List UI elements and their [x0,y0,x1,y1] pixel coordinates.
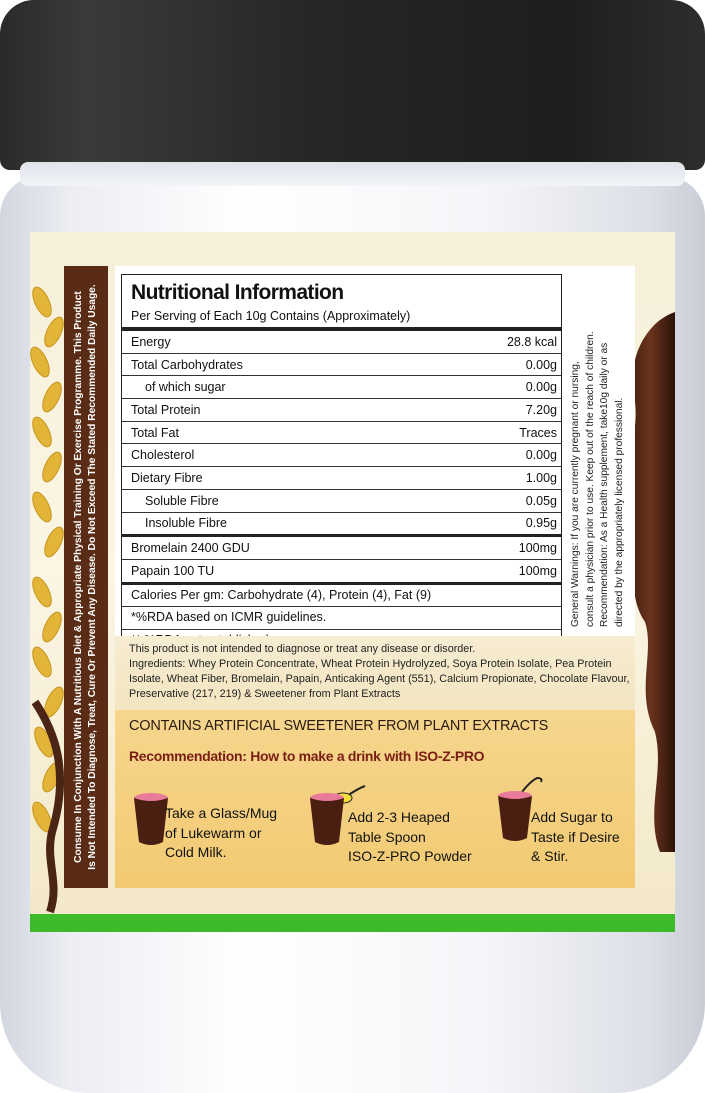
sweetener-notice: CONTAINS ARTIFICIAL SWEETENER FROM PLANT EXTRACTS [129,718,549,734]
warning-line-4: directed by the appropriately licensed professional. [613,397,625,627]
step-3-line-3: & Stir. [531,848,569,864]
nutrition-row-insoluble-fibre [122,513,561,538]
nutrition-label: Insoluble Fibre [145,516,227,531]
ingredients-section [115,636,635,710]
nutrition-footnote-calories: Calories Per gm: Carbohydrate (4), Protein (4), Fat (9) [122,585,561,608]
nutrition-value: Traces [519,425,557,440]
step-2-line-3: ISO-Z-PRO Powder [348,848,472,864]
jar-cap [0,0,705,170]
nutrition-row-cholesterol [122,444,561,467]
nutrition-label: Papain 100 TU [131,563,215,578]
nutrition-row-dietary-fibre [122,467,561,490]
nutrition-value: 0.00g [525,380,557,395]
nutrition-subtitle: Per Serving of Each 10g Contains (Approximately) [122,309,561,331]
nutrition-value: 0.00g [525,357,557,372]
nutrition-value: 0.05g [525,493,557,508]
warning-line-1: General Warnings: If you are currently pregnant or nursing, [570,361,581,627]
nutrition-value: 1.00g [525,470,557,485]
warning-line-3: Recommendation: As a Health supplement, take10g daily or as [599,342,610,627]
nutrition-footnote-rda: *%RDA based on ICMR guidelines. [122,607,561,630]
nutrition-label: Total Fat [131,425,179,440]
nutrition-label: Dietary Fibre [131,470,203,485]
step-1-line-3: Cold Milk. [165,844,227,860]
nutrition-label: Cholesterol [131,448,195,463]
step-2 [348,808,472,867]
nutrition-title: Nutritional Information [131,281,344,304]
step-2-line-2: Table Spoon [348,828,426,845]
nutrition-row-protein [122,399,561,422]
side-notice-line-1: Consume In Conjunction With A Nutritious Diet & Appropriate Physical Training Or Exercise Programme. This Product [73,291,84,863]
warning-line-2: consult a physician prior to use. Keep out of the reach of children. [584,331,596,627]
step-3-line-1: Add Sugar to [531,809,613,825]
nutrition-label: of which sugar [145,380,226,395]
recommendation-heading: Recommendation: How to make a drink with ISO-Z-PRO [129,748,485,764]
nutrition-row-papain [122,560,561,585]
disclaimer: This product is not intended to diagnose or treat any disease or disorder. [129,643,476,655]
recipe-panel [115,710,635,888]
step-1 [165,804,277,863]
nutrition-label: Total Protein [131,402,201,417]
nutrition-row-bromelain [122,537,561,560]
nutrition-label: Bromelain 2400 GDU [131,541,250,556]
nutrition-value: 28.8 kcal [506,334,557,349]
step-1-line-1: Take a Glass/Mug [165,805,278,821]
nutrition-label: Total Carbohydrates [131,357,243,372]
nutrition-row-fat [122,422,561,445]
nutrition-value: 100mg [518,541,557,556]
general-warning [563,274,633,628]
nutrition-row-energy [122,331,561,354]
step-1-line-2: of Lukewarm or [165,824,262,841]
nutrition-label: Energy [131,334,171,349]
step-2-line-1: Add 2-3 Heaped [348,809,450,825]
side-notice [72,277,100,877]
general-warning-text [569,275,627,627]
nutrition-row-sugar [122,376,561,399]
nutrition-row-carbohydrates [122,354,561,377]
step-3-line-2: Taste if Desire [531,828,620,845]
side-notice-line-2: Is Not Intended To Diagnose, Treat, Cure Or Prevent Any Disease. Do Not Exceed The Stated Recommended Daily Usage. [87,284,98,870]
nutrition-value: 100mg [518,563,557,578]
nutrition-table [121,274,562,652]
nutrition-row-soluble-fibre [122,490,561,513]
nutrition-label: Soluble Fibre [145,493,219,508]
nutrition-value: 0.95g [525,516,557,531]
ingredients-list: Ingredients: Whey Protein Concentrate, Wheat Protein Hydrolyzed, Soya Protein Isolate, Pea Protein Isolate, Wheat Fiber, Bromelain, Papain, Anticaking Agent (551), Calcium Propionate, Chocolate Flavour, Preservative (217, 219) & Sweetener from Plant Extracts [129,658,630,700]
nutrition-value: 0.00g [525,448,557,463]
step-3 [531,808,620,867]
nutrition-value: 7.20g [525,402,557,417]
green-band [30,914,675,932]
ingredients-text [129,642,635,702]
jar-neck [20,162,685,186]
